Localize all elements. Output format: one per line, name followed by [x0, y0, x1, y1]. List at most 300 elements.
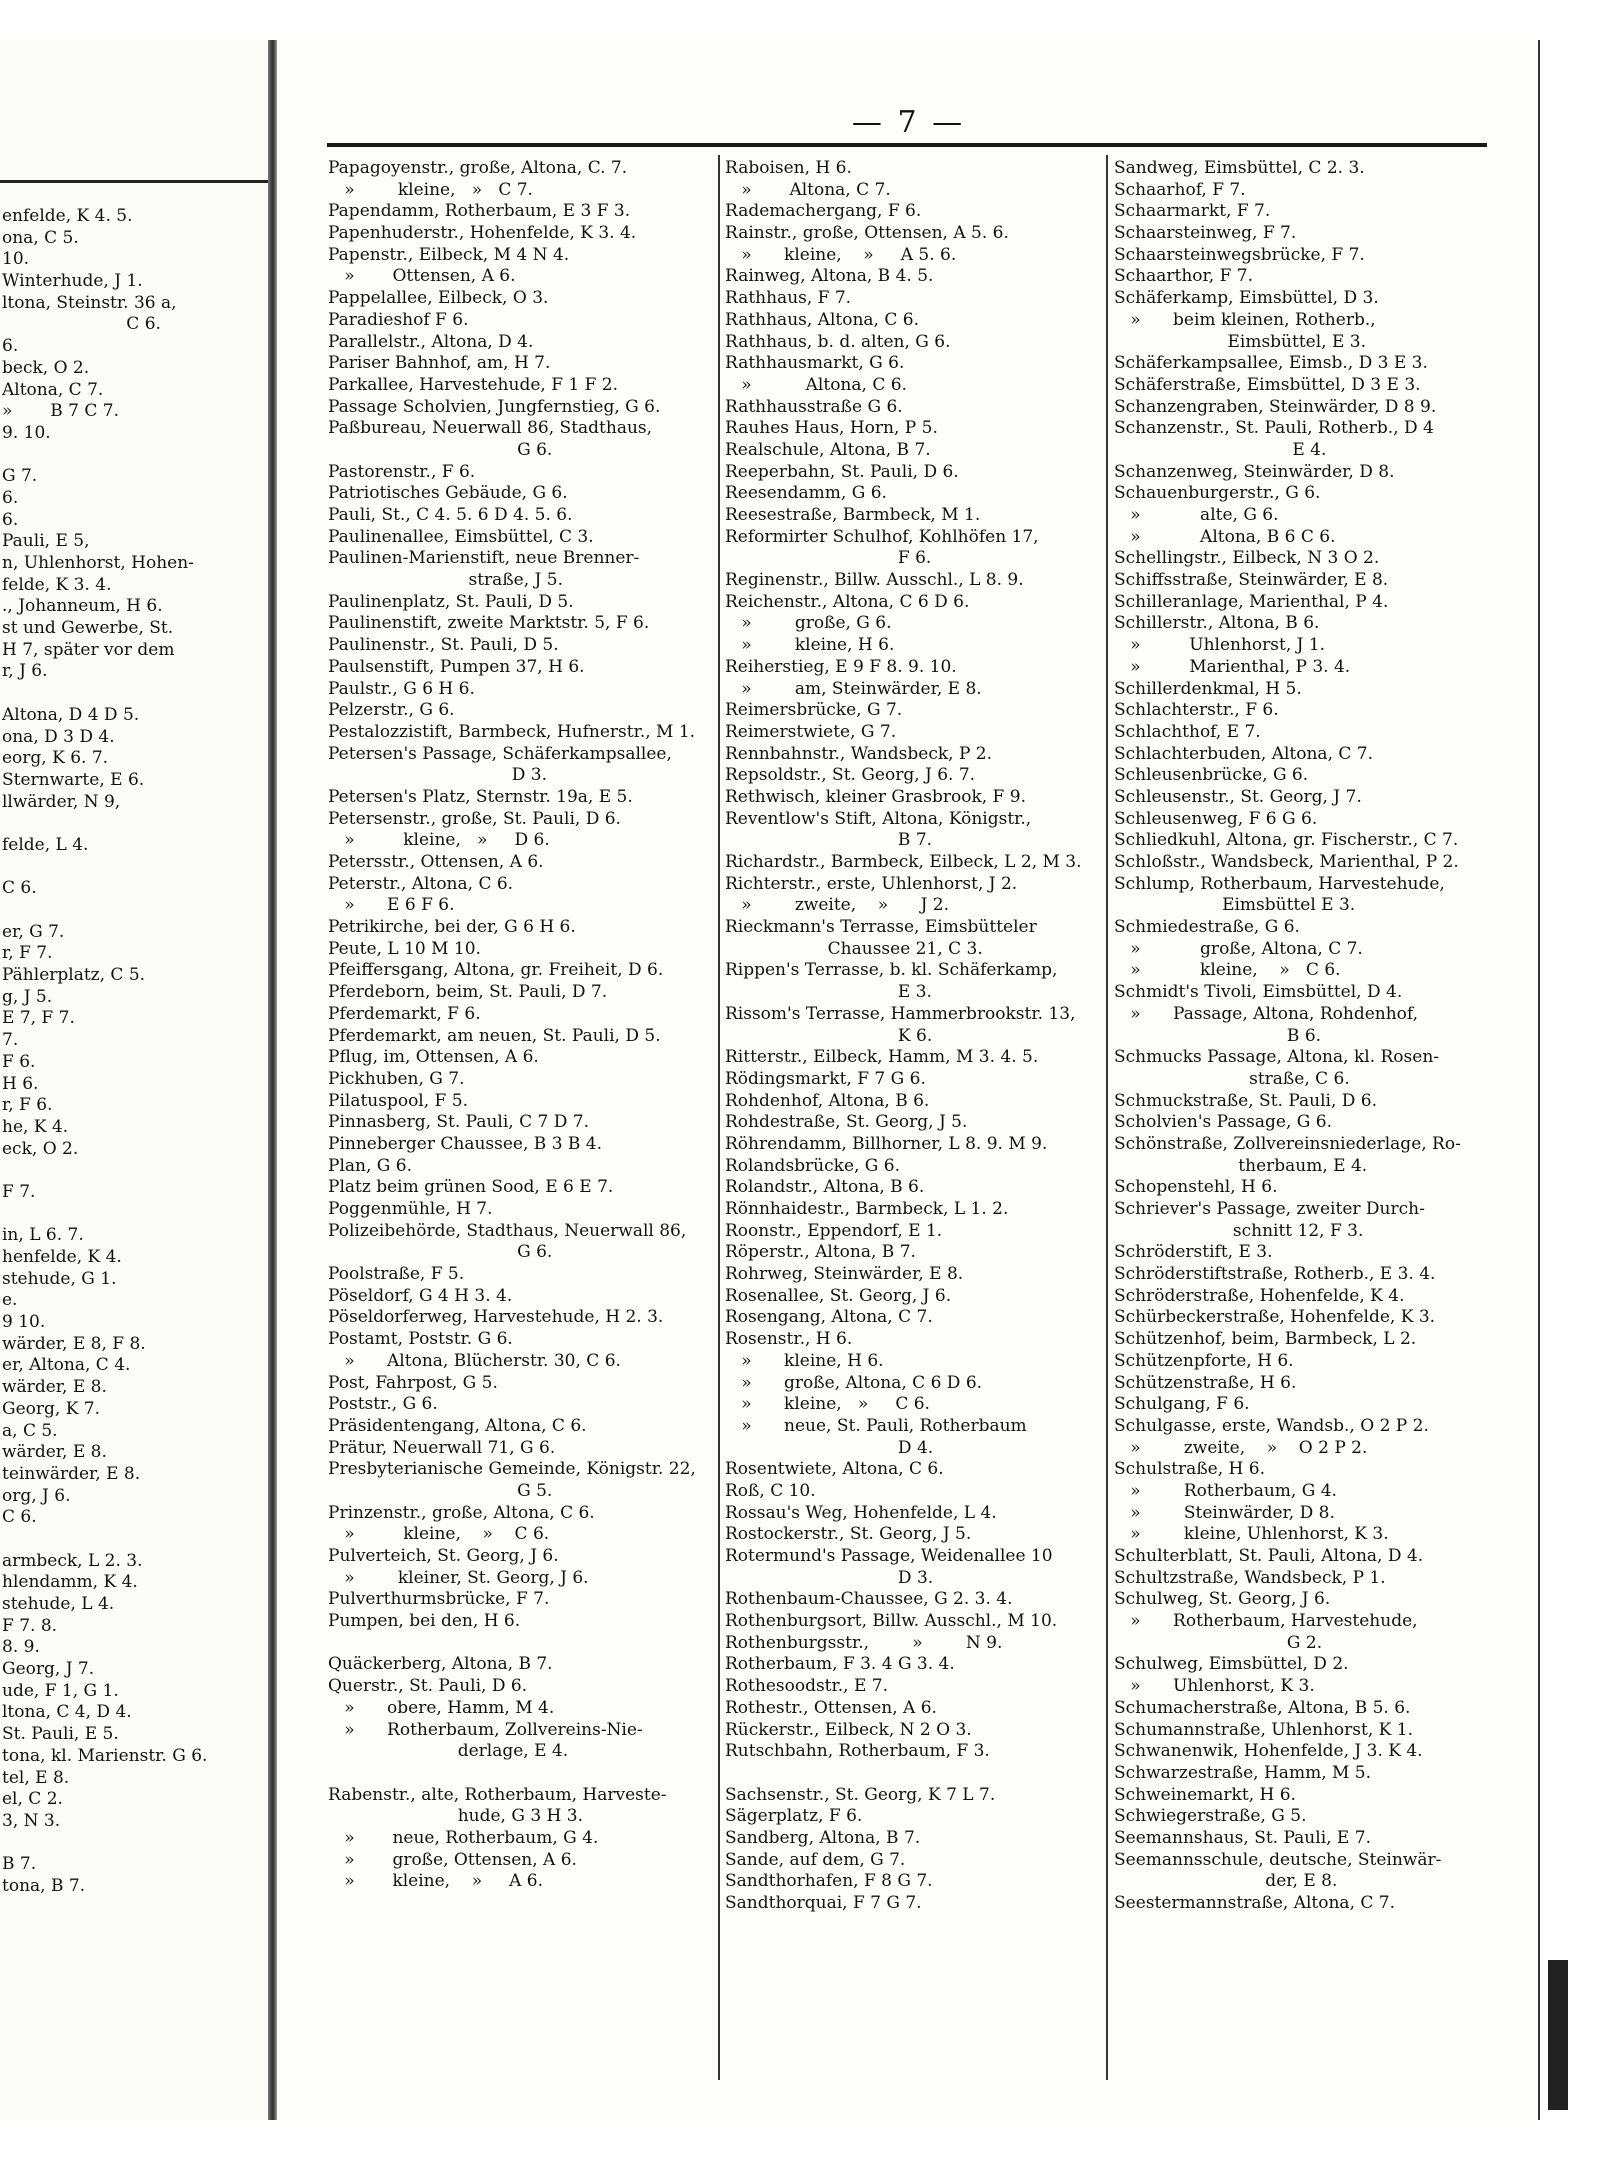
street-entry: Eimsbüttel E 3.	[1114, 895, 1356, 916]
street-entry: Schürbeckerstraße, Hohenfelde, K 3.	[1114, 1307, 1436, 1328]
left-page-line: B 7.	[2, 1854, 37, 1875]
street-entry: » alte, G 6.	[1114, 505, 1279, 525]
street-entry: Ritterstr., Eilbeck, Hamm, M 3. 4. 5.	[725, 1047, 1039, 1068]
street-entry: » neue, St. Pauli, Rotherbaum	[725, 1415, 1027, 1436]
street-entry: K 6.	[725, 1025, 933, 1046]
street-entry: Pastorenstr., F 6.	[328, 461, 476, 482]
street-entry: Paulinenstift, zweite Marktstr. 5, F 6.	[328, 613, 650, 634]
left-page-line: llwärder, N 9,	[2, 791, 121, 812]
left-page-line: wärder, E 8, F 8.	[2, 1333, 146, 1354]
street-entry: » kleine, » C 6.	[1114, 960, 1341, 981]
street-entry: Petersen's Platz, Sternstr. 19a, E 5.	[328, 786, 633, 807]
left-page-line: 6.	[2, 509, 19, 530]
street-entry: Parallelstr., Altona, D 4.	[328, 331, 534, 352]
street-entry: Prätur, Neuerwall 71, G 6.	[328, 1437, 556, 1458]
street-entry: » kleine, » C 6.	[725, 1394, 930, 1415]
left-page-line: » B 7 C 7.	[2, 401, 119, 422]
street-entry: » Uhlenhorst, K 3.	[1114, 1676, 1315, 1697]
street-entry: Schultzstraße, Wandsbeck, P 1.	[1114, 1567, 1386, 1588]
street-entry: Sägerplatz, F 6.	[725, 1806, 863, 1827]
street-entry: » Uhlenhorst, J 1.	[1114, 635, 1326, 656]
left-page-line: felde, K 3. 4.	[2, 574, 112, 595]
street-entry: Rosentwiete, Altona, C 6.	[725, 1459, 944, 1480]
street-entry: Schanzenstr., St. Pauli, Rotherb., D 4	[1114, 418, 1434, 439]
street-entry: Pilatuspool, F 5.	[328, 1090, 468, 1111]
street-entry: » obere, Hamm, M 4.	[328, 1697, 555, 1718]
street-entry: Pappelallee, Eilbeck, O 3.	[328, 288, 549, 309]
street-entry: Schützenhof, beim, Barmbeck, L 2.	[1114, 1329, 1417, 1350]
street-entry: Röperstr., Altona, B 7.	[725, 1242, 916, 1263]
left-page-line: enfelde, K 4. 5.	[2, 206, 133, 226]
street-entry: Rutschbahn, Rotherbaum, F 3.	[725, 1741, 990, 1762]
left-page-line: henfelde, K 4.	[2, 1247, 122, 1267]
street-entry: der, E 8.	[1114, 1871, 1338, 1892]
left-page-line: 9. 10.	[2, 422, 51, 443]
street-entry: Schumacherstraße, Altona, B 5. 6.	[1114, 1697, 1411, 1718]
street-entry: Schiffsstraße, Steinwärder, E 8.	[1114, 570, 1389, 591]
street-entry: Rippen's Terrasse, b. kl. Schäferkamp,	[725, 960, 1058, 981]
street-entry: Schaarsteinweg, F 7.	[1114, 223, 1297, 244]
page-number: — 7 —	[851, 105, 966, 140]
street-entry: Schulweg, Eimsbüttel, D 2.	[1114, 1654, 1349, 1675]
street-entry: B 7.	[725, 830, 933, 851]
left-page-line: Pählerplatz, C 5.	[2, 965, 146, 986]
street-entry: Postamt, Poststr. G 6.	[328, 1329, 513, 1350]
street-entry: G 5.	[328, 1480, 553, 1501]
left-page-line: felde, L 4.	[2, 834, 89, 855]
left-page-line: 6.	[2, 336, 19, 357]
street-entry: Rohdestraße, St. Georg, J 5.	[725, 1112, 968, 1133]
street-entry: Rolandsbrücke, G 6.	[725, 1155, 901, 1176]
street-entry: » Altona, C 6.	[725, 374, 907, 395]
left-page-line: r, F 7.	[2, 943, 53, 964]
street-entry: Pulverteich, St. Georg, J 6.	[328, 1546, 559, 1566]
left-page-line: C 6.	[2, 314, 161, 335]
street-entry: Schönstraße, Zollvereinsniederlage, Ro-	[1114, 1133, 1461, 1154]
street-entry: Schwarzestraße, Hamm, M 5.	[1114, 1762, 1372, 1783]
left-page-line: tona, B 7.	[2, 1875, 86, 1896]
left-page-line: eorg, K 6. 7.	[2, 748, 109, 769]
street-entry: » kleine, Uhlenhorst, K 3.	[1114, 1524, 1389, 1545]
street-entry: G 2.	[1114, 1632, 1323, 1653]
street-entry: Rothesoodstr., E 7.	[725, 1676, 889, 1697]
left-page-line: 9 10.	[2, 1312, 46, 1333]
street-entry: Präsidentengang, Altona, C 6.	[328, 1415, 587, 1436]
street-entry: Sandthorquai, F 7 G 7.	[725, 1893, 922, 1913]
street-entry: Schlachterstr., F 6.	[1114, 700, 1279, 721]
street-entry: Richardstr., Barmbeck, Eilbeck, L 2, M 3.	[725, 852, 1082, 872]
left-page-line: Altona, D 4 D 5.	[2, 704, 140, 725]
street-entry: Papendamm, Rotherbaum, E 3 F 3.	[328, 201, 631, 222]
street-entry: Sandthorhafen, F 8 G 7.	[725, 1871, 933, 1892]
street-entry: » beim kleinen, Rotherb.,	[1114, 309, 1376, 330]
left-page-line: org, J 6.	[2, 1485, 71, 1506]
street-entry: Schulstraße, H 6.	[1114, 1459, 1265, 1480]
street-entry: » kleine, » A 5. 6.	[725, 244, 957, 265]
street-entry: Post, Fahrpost, G 5.	[328, 1372, 498, 1393]
street-entry: » Altona, Blücherstr. 30, C 6.	[328, 1350, 621, 1371]
street-entry: B 6.	[1114, 1025, 1322, 1046]
left-page-line: 7.	[2, 1030, 19, 1051]
street-entry: Rauhes Haus, Horn, P 5.	[725, 418, 938, 439]
street-entry: » zweite, » O 2 P 2.	[1114, 1437, 1368, 1458]
street-entry: Schumannstraße, Uhlenhorst, K 1.	[1114, 1719, 1413, 1740]
street-entry: Röhrendamm, Billhorner, L 8. 9. M 9.	[725, 1133, 1048, 1154]
street-entry: therbaum, E 4.	[1114, 1155, 1368, 1176]
street-entry: Schopenstehl, H 6.	[1114, 1177, 1278, 1198]
left-page-line: 8. 9.	[2, 1637, 40, 1658]
street-entry	[725, 1763, 1105, 1785]
left-page-line: n, Uhlenhorst, Hohen-	[2, 553, 194, 573]
street-entry: Reventlow's Stift, Altona, Königstr.,	[725, 808, 1032, 829]
street-entry: Pferdemarkt, F 6.	[328, 1003, 481, 1024]
street-entry: » große, G 6.	[725, 613, 892, 634]
left-page-line	[2, 1203, 268, 1225]
left-page-line: wärder, E 8.	[2, 1442, 107, 1463]
street-entry: Rainstr., große, Ottensen, A 5. 6.	[725, 223, 1009, 244]
street-entry: Paulstr., G 6 H 6.	[328, 678, 475, 699]
left-page-line: C 6.	[2, 1507, 37, 1528]
street-entry: Schröderstiftstraße, Rotherb., E 3. 4.	[1114, 1264, 1436, 1285]
street-entry: Peterstr., Altona, C 6.	[328, 873, 514, 894]
page-edge-shadow	[1548, 1960, 1568, 2110]
left-page-line: r, J 6.	[2, 661, 48, 682]
street-column-p-r	[328, 158, 708, 1893]
street-entry: Schröderstraße, Hohenfelde, K 4.	[1114, 1285, 1405, 1306]
left-page-line: ., Johanneum, H 6.	[2, 596, 163, 617]
street-entry: Reiherstieg, E 9 F 8. 9. 10.	[725, 656, 957, 677]
left-page-line: in, L 6. 7.	[2, 1225, 84, 1246]
street-entry: Rosenstr., H 6.	[725, 1329, 853, 1350]
street-entry: Rethwisch, kleiner Grasbrook, F 9.	[725, 786, 1026, 807]
street-entry: Pauli, St., C 4. 5. 6 D 4. 5. 6.	[328, 505, 573, 525]
street-entry: Reeperbahn, St. Pauli, D 6.	[725, 461, 959, 482]
left-page-line: F 7. 8.	[2, 1615, 58, 1636]
street-entry: Schaarthor, F 7.	[1114, 266, 1254, 287]
street-entry: Schweinemarkt, H 6.	[1114, 1784, 1296, 1805]
street-entry: Schleusenweg, F 6 G 6.	[1114, 808, 1318, 829]
left-page-line: St. Pauli, E 5.	[2, 1724, 119, 1745]
street-entry: Raboisen, H 6.	[725, 158, 852, 178]
street-entry: Platz beim grünen Sood, E 6 E 7.	[328, 1177, 614, 1198]
left-page-line: G 7.	[2, 466, 38, 487]
street-entry: Schilleranlage, Marienthal, P 4.	[1114, 591, 1389, 612]
street-entry: Rückerstr., Eilbeck, N 2 O 3.	[725, 1719, 972, 1740]
street-entry: Schmiedestraße, G 6.	[1114, 917, 1300, 938]
street-entry: Schriever's Passage, zweiter Durch-	[1114, 1199, 1425, 1219]
left-page-line	[2, 856, 268, 878]
left-page-line: 3, N 3.	[2, 1810, 61, 1831]
street-entry	[328, 1633, 708, 1655]
street-entry: Schlachthof, E 7.	[1114, 721, 1261, 742]
street-entry: Paßbureau, Neuerwall 86, Stadthaus,	[328, 418, 653, 439]
street-entry: Rathhaus, F 7.	[725, 288, 852, 309]
street-entry: Rostockerstr., St. Georg, J 5.	[725, 1524, 972, 1545]
column-divider-2	[1106, 155, 1108, 2080]
left-page-rule	[0, 180, 268, 183]
left-page-line	[2, 1159, 268, 1181]
left-page-line	[2, 812, 268, 834]
left-page-line: a, C 5.	[2, 1420, 58, 1441]
street-entry: straße, C 6.	[1114, 1068, 1350, 1089]
left-page-line: Georg, J 7.	[2, 1659, 95, 1680]
street-entry: Schanzengraben, Steinwärder, D 8 9.	[1114, 396, 1437, 417]
street-entry: Schliedkuhl, Altona, gr. Fischerstr., C 7.	[1114, 830, 1459, 851]
street-entry: Realschule, Altona, B 7.	[725, 439, 931, 460]
street-entry: » kleine, » D 6.	[328, 830, 550, 851]
street-entry: Pumpen, bei den, H 6.	[328, 1611, 521, 1632]
street-entry: Schleusenbrücke, G 6.	[1114, 765, 1309, 786]
street-entry: Scholvien's Passage, G 6.	[1114, 1112, 1332, 1133]
street-entry: Prinzenstr., große, Altona, C 6.	[328, 1502, 595, 1523]
street-entry: Sachsenstr., St. Georg, K 7 L 7.	[725, 1784, 996, 1805]
left-page-line: 6.	[2, 487, 19, 508]
street-entry: Rohdenhof, Altona, B 6.	[725, 1090, 930, 1111]
street-entry: Seestermannstraße, Altona, C 7.	[1114, 1893, 1396, 1913]
street-entry: Patriotisches Gebäude, G 6.	[328, 483, 568, 504]
street-entry: Petrikirche, bei der, G 6 H 6.	[328, 917, 576, 938]
street-entry: Reimerstwiete, G 7.	[725, 721, 897, 742]
street-entry: Schulterblatt, St. Pauli, Altona, D 4.	[1114, 1546, 1424, 1566]
left-page-line: stehude, G 1.	[2, 1268, 117, 1289]
street-entry: Rotherbaum, F 3. 4 G 3. 4.	[725, 1654, 955, 1675]
street-entry: Rödingsmarkt, F 7 G 6.	[725, 1068, 926, 1089]
header-rule	[327, 143, 1487, 147]
street-entry: Rohrweg, Steinwärder, E 8.	[725, 1264, 964, 1285]
left-page-line: 10.	[2, 249, 30, 270]
street-entry: hude, G 3 H 3.	[328, 1806, 583, 1827]
street-entry: Rabenstr., alte, Rotherbaum, Harveste-	[328, 1784, 667, 1805]
left-page-line: he, K 4.	[2, 1116, 69, 1137]
street-entry: Rolandstr., Altona, B 6.	[725, 1177, 925, 1198]
street-entry: » kleine, H 6.	[725, 1350, 884, 1371]
left-page-line: Winterhude, J 1.	[2, 271, 143, 292]
street-entry: Schaarsteinwegsbrücke, F 7.	[1114, 244, 1365, 265]
street-entry: » neue, Rotherbaum, G 4.	[328, 1827, 599, 1848]
street-entry: Quäckerberg, Altona, B 7.	[328, 1654, 553, 1675]
street-entry: Rainweg, Altona, B 4. 5.	[725, 266, 934, 287]
street-entry: » Rotherbaum, Harvestehude,	[1114, 1611, 1418, 1632]
street-entry: Poggenmühle, H 7.	[328, 1199, 493, 1219]
street-entry: Schellingstr., Eilbeck, N 3 O 2.	[1114, 548, 1380, 569]
street-entry: Pflug, im, Ottensen, A 6.	[328, 1047, 539, 1068]
street-entry: Schwanenwik, Hohenfelde, J 3. K 4.	[1114, 1741, 1423, 1762]
street-entry: Pulverthurmsbrücke, F 7.	[328, 1589, 550, 1610]
left-page-line: H 6.	[2, 1073, 39, 1094]
street-entry: » kleine, » C 7.	[328, 179, 533, 200]
street-entry: Schulgang, F 6.	[1114, 1394, 1250, 1415]
column-divider-1	[718, 155, 720, 2080]
street-entry: D 3.	[725, 1567, 934, 1588]
street-entry: Passage Scholvien, Jungfernstieg, G 6.	[328, 396, 661, 417]
left-page-line: ude, F 1, G 1.	[2, 1680, 119, 1701]
street-entry: Seemannsschule, deutsche, Steinwär-	[1114, 1849, 1442, 1870]
street-entry: Rathhausstraße G 6.	[725, 396, 903, 417]
street-entry: Sande, auf dem, G 7.	[725, 1849, 906, 1870]
street-entry: Plan, G 6.	[328, 1155, 412, 1176]
street-entry: » große, Altona, C 6 D 6.	[725, 1372, 983, 1393]
left-page-line: beck, O 2.	[2, 357, 90, 378]
street-entry: Schanzenweg, Steinwärder, D 8.	[1114, 461, 1395, 482]
street-entry: Schützenpforte, H 6.	[1114, 1350, 1294, 1371]
street-entry: » große, Ottensen, A 6.	[328, 1849, 577, 1870]
street-entry: Rathhausmarkt, G 6.	[725, 353, 905, 374]
street-entry: Paulinenstr., St. Pauli, D 5.	[328, 635, 559, 656]
street-entry: Rothenbaum-Chaussee, G 2. 3. 4.	[725, 1589, 1013, 1610]
street-entry: Rissom's Terrasse, Hammerbrookstr. 13,	[725, 1003, 1076, 1024]
left-page-line: stehude, L 4.	[2, 1594, 115, 1614]
street-entry: » kleine, » A 6.	[328, 1871, 544, 1892]
left-page-line: wärder, E 8.	[2, 1377, 107, 1398]
street-entry: Rathhaus, b. d. alten, G 6.	[725, 331, 951, 352]
street-entry: Schmucks Passage, Altona, kl. Rosen-	[1114, 1047, 1440, 1068]
street-entry: Pinneberger Chaussee, B 3 B 4.	[328, 1133, 603, 1154]
street-entry: Petersstr., Ottensen, A 6.	[328, 852, 544, 872]
street-entry: Schaarmarkt, F 7.	[1114, 201, 1271, 222]
street-entry: Schleusenstr., St. Georg, J 7.	[1114, 786, 1362, 807]
street-entry: F 6.	[725, 548, 932, 569]
left-page-line	[2, 682, 268, 704]
left-page-line: C 6.	[2, 878, 37, 899]
street-column-s	[1114, 158, 1514, 1915]
left-page-line: teinwärder, E 8.	[2, 1463, 141, 1484]
left-page-line: r, F 6.	[2, 1095, 53, 1116]
street-entry: Pöseldorferweg, Harvestehude, H 2. 3.	[328, 1307, 664, 1328]
street-entry: Peute, L 10 M 10.	[328, 938, 481, 959]
street-entry: Reesestraße, Barmbeck, M 1.	[725, 505, 981, 525]
left-page-line: e.	[2, 1290, 18, 1311]
left-page-line: ona, C 5.	[2, 227, 79, 248]
street-entry: Papenhuderstr., Hohenfelde, K 3. 4.	[328, 223, 637, 244]
street-entry: Rathhaus, Altona, C 6.	[725, 309, 919, 330]
street-entry: Schäferkamp, Eimsbüttel, D 3.	[1114, 288, 1379, 309]
street-entry: » am, Steinwärder, E 8.	[725, 678, 982, 699]
left-page-line	[2, 1832, 268, 1854]
left-page-line	[2, 1528, 268, 1550]
street-entry: Rothenburgsstr., » N 9.	[725, 1632, 1003, 1653]
left-page-line: F 6.	[2, 1051, 36, 1072]
left-page-line: armbeck, L 2. 3.	[2, 1550, 143, 1571]
street-entry: Repsoldstr., St. Georg, J 6. 7.	[725, 765, 976, 786]
street-entry: » zweite, » J 2.	[725, 895, 950, 916]
street-entry: Paulinen-Marienstift, neue Brenner-	[328, 548, 640, 569]
street-entry: Papagoyenstr., große, Altona, C. 7.	[328, 158, 628, 178]
street-entry: D 4.	[725, 1437, 934, 1458]
left-page-line: el, C 2.	[2, 1789, 63, 1810]
street-entry: » kleiner, St. Georg, J 6.	[328, 1567, 589, 1588]
street-entry: Seemannshaus, St. Pauli, E 7.	[1114, 1827, 1371, 1848]
left-page-line: er, G 7.	[2, 921, 65, 942]
street-entry: Paulinenplatz, St. Pauli, D 5.	[328, 591, 574, 612]
street-entry: Schulweg, St. Georg, J 6.	[1114, 1589, 1331, 1610]
street-entry: Roß, C 10.	[725, 1480, 816, 1501]
street-entry: Chaussee 21, C 3.	[725, 938, 983, 959]
street-entry: Rothenburgsort, Billw. Ausschl., M 10.	[725, 1611, 1058, 1632]
street-entry	[328, 1763, 708, 1785]
street-entry: Schulgasse, erste, Wandsb., O 2 P 2.	[1114, 1415, 1429, 1436]
street-entry: Reimersbrücke, G 7.	[725, 700, 903, 721]
street-entry: Petersenstr., große, St. Pauli, D 6.	[328, 808, 621, 829]
street-entry: Schauenburgerstr., G 6.	[1114, 483, 1321, 504]
street-entry: Richterstr., erste, Uhlenhorst, J 2.	[725, 873, 1018, 894]
street-entry: Paradieshof F 6.	[328, 309, 469, 330]
street-entry: Rothestr., Ottensen, A 6.	[725, 1697, 937, 1718]
street-entry: Schützenstraße, H 6.	[1114, 1372, 1297, 1393]
street-entry: Schröderstift, E 3.	[1114, 1242, 1273, 1263]
street-entry: Schlachterbuden, Altona, C 7.	[1114, 743, 1374, 764]
street-entry: » Rotherbaum, G 4.	[1114, 1480, 1337, 1501]
street-entry: G 6.	[328, 439, 553, 460]
street-entry: Schwiegerstraße, G 5.	[1114, 1806, 1307, 1827]
street-entry: Pelzerstr., G 6.	[328, 700, 455, 721]
street-entry: Rieckmann's Terrasse, Eimsbütteler	[725, 917, 1037, 938]
left-page-line: Sternwarte, E 6.	[2, 769, 145, 790]
left-page-line: tona, kl. Marienstr. G 6.	[2, 1745, 208, 1766]
street-entry: Pfeiffersgang, Altona, gr. Freiheit, D 6.	[328, 960, 664, 981]
street-entry: Reformirter Schulhof, Kohlhöfen 17,	[725, 526, 1039, 547]
left-page-line: ltona, Steinstr. 36 a,	[2, 292, 177, 313]
street-entry: » E 6 F 6.	[328, 895, 455, 916]
street-entry: schnitt 12, F 3.	[1114, 1220, 1364, 1241]
street-entry: » Rotherbaum, Zollvereins-Nie-	[328, 1719, 643, 1740]
street-entry: Schaarhof, F 7.	[1114, 179, 1246, 200]
left-page-line: g, J 5.	[2, 986, 53, 1007]
street-entry: » Altona, C 7.	[725, 179, 891, 200]
street-entry: Roonstr., Eppendorf, E 1.	[725, 1220, 943, 1241]
street-entry: Eimsbüttel, E 3.	[1114, 331, 1367, 352]
street-entry: Parkallee, Harvestehude, F 1 F 2.	[328, 374, 619, 395]
left-page-text	[2, 205, 268, 1897]
street-column-r-s	[725, 158, 1105, 1915]
street-entry: Schäferkampsallee, Eimsb., D 3 E 3.	[1114, 353, 1428, 374]
street-entry: Paulsenstift, Pumpen 37, H 6.	[328, 656, 585, 677]
street-entry: Polizeibehörde, Stadthaus, Neuerwall 86,	[328, 1220, 687, 1241]
street-entry: Poolstraße, F 5.	[328, 1264, 465, 1285]
left-page-line: H 7, später vor dem	[2, 639, 175, 660]
street-entry: Rönnhaidestr., Barmbeck, L 1. 2.	[725, 1199, 1009, 1219]
street-entry: Rosenallee, St. Georg, J 6.	[725, 1285, 952, 1306]
directory-page	[277, 40, 1540, 2120]
street-entry: E 3.	[725, 982, 932, 1003]
street-entry: Rotermund's Passage, Weidenallee 10	[725, 1546, 1053, 1566]
street-entry: Schillerdenkmal, H 5.	[1114, 678, 1302, 699]
street-entry: » kleine, » C 6.	[328, 1524, 550, 1545]
street-entry: E 4.	[1114, 439, 1327, 460]
left-page-fragment	[0, 40, 268, 2120]
left-page-line: F 7.	[2, 1181, 36, 1202]
street-entry: Pferdeborn, beim, St. Pauli, D 7.	[328, 982, 608, 1003]
street-entry: Papenstr., Eilbeck, M 4 N 4.	[328, 244, 570, 265]
left-page-line: st und Gewerbe, St.	[2, 618, 174, 639]
street-entry: D 3.	[328, 765, 547, 786]
street-entry: straße, J 5.	[328, 570, 563, 591]
left-page-line: Altona, C 7.	[2, 379, 104, 400]
street-entry: » Ottensen, A 6.	[328, 266, 516, 287]
street-entry: Schmidt's Tivoli, Eimsbüttel, D 4.	[1114, 982, 1403, 1003]
street-entry: Poststr., G 6.	[328, 1394, 438, 1415]
street-entry: Sandweg, Eimsbüttel, C 2. 3.	[1114, 158, 1365, 178]
left-page-line: ltona, C 4, D 4.	[2, 1702, 132, 1723]
street-entry: Pöseldorf, G 4 H 3. 4.	[328, 1285, 513, 1306]
left-page-line: er, Altona, C 4.	[2, 1355, 131, 1376]
street-entry: » Steinwärder, D 8.	[1114, 1502, 1335, 1523]
street-entry: » große, Altona, C 7.	[1114, 938, 1363, 959]
book-gutter	[268, 40, 277, 2120]
street-entry: Pinnasberg, St. Pauli, C 7 D 7.	[328, 1112, 590, 1133]
street-entry: Schmuckstraße, St. Pauli, D 6.	[1114, 1090, 1378, 1111]
street-entry: Rosengang, Altona, C 7.	[725, 1307, 933, 1328]
street-entry: » Altona, B 6 C 6.	[1114, 526, 1336, 547]
